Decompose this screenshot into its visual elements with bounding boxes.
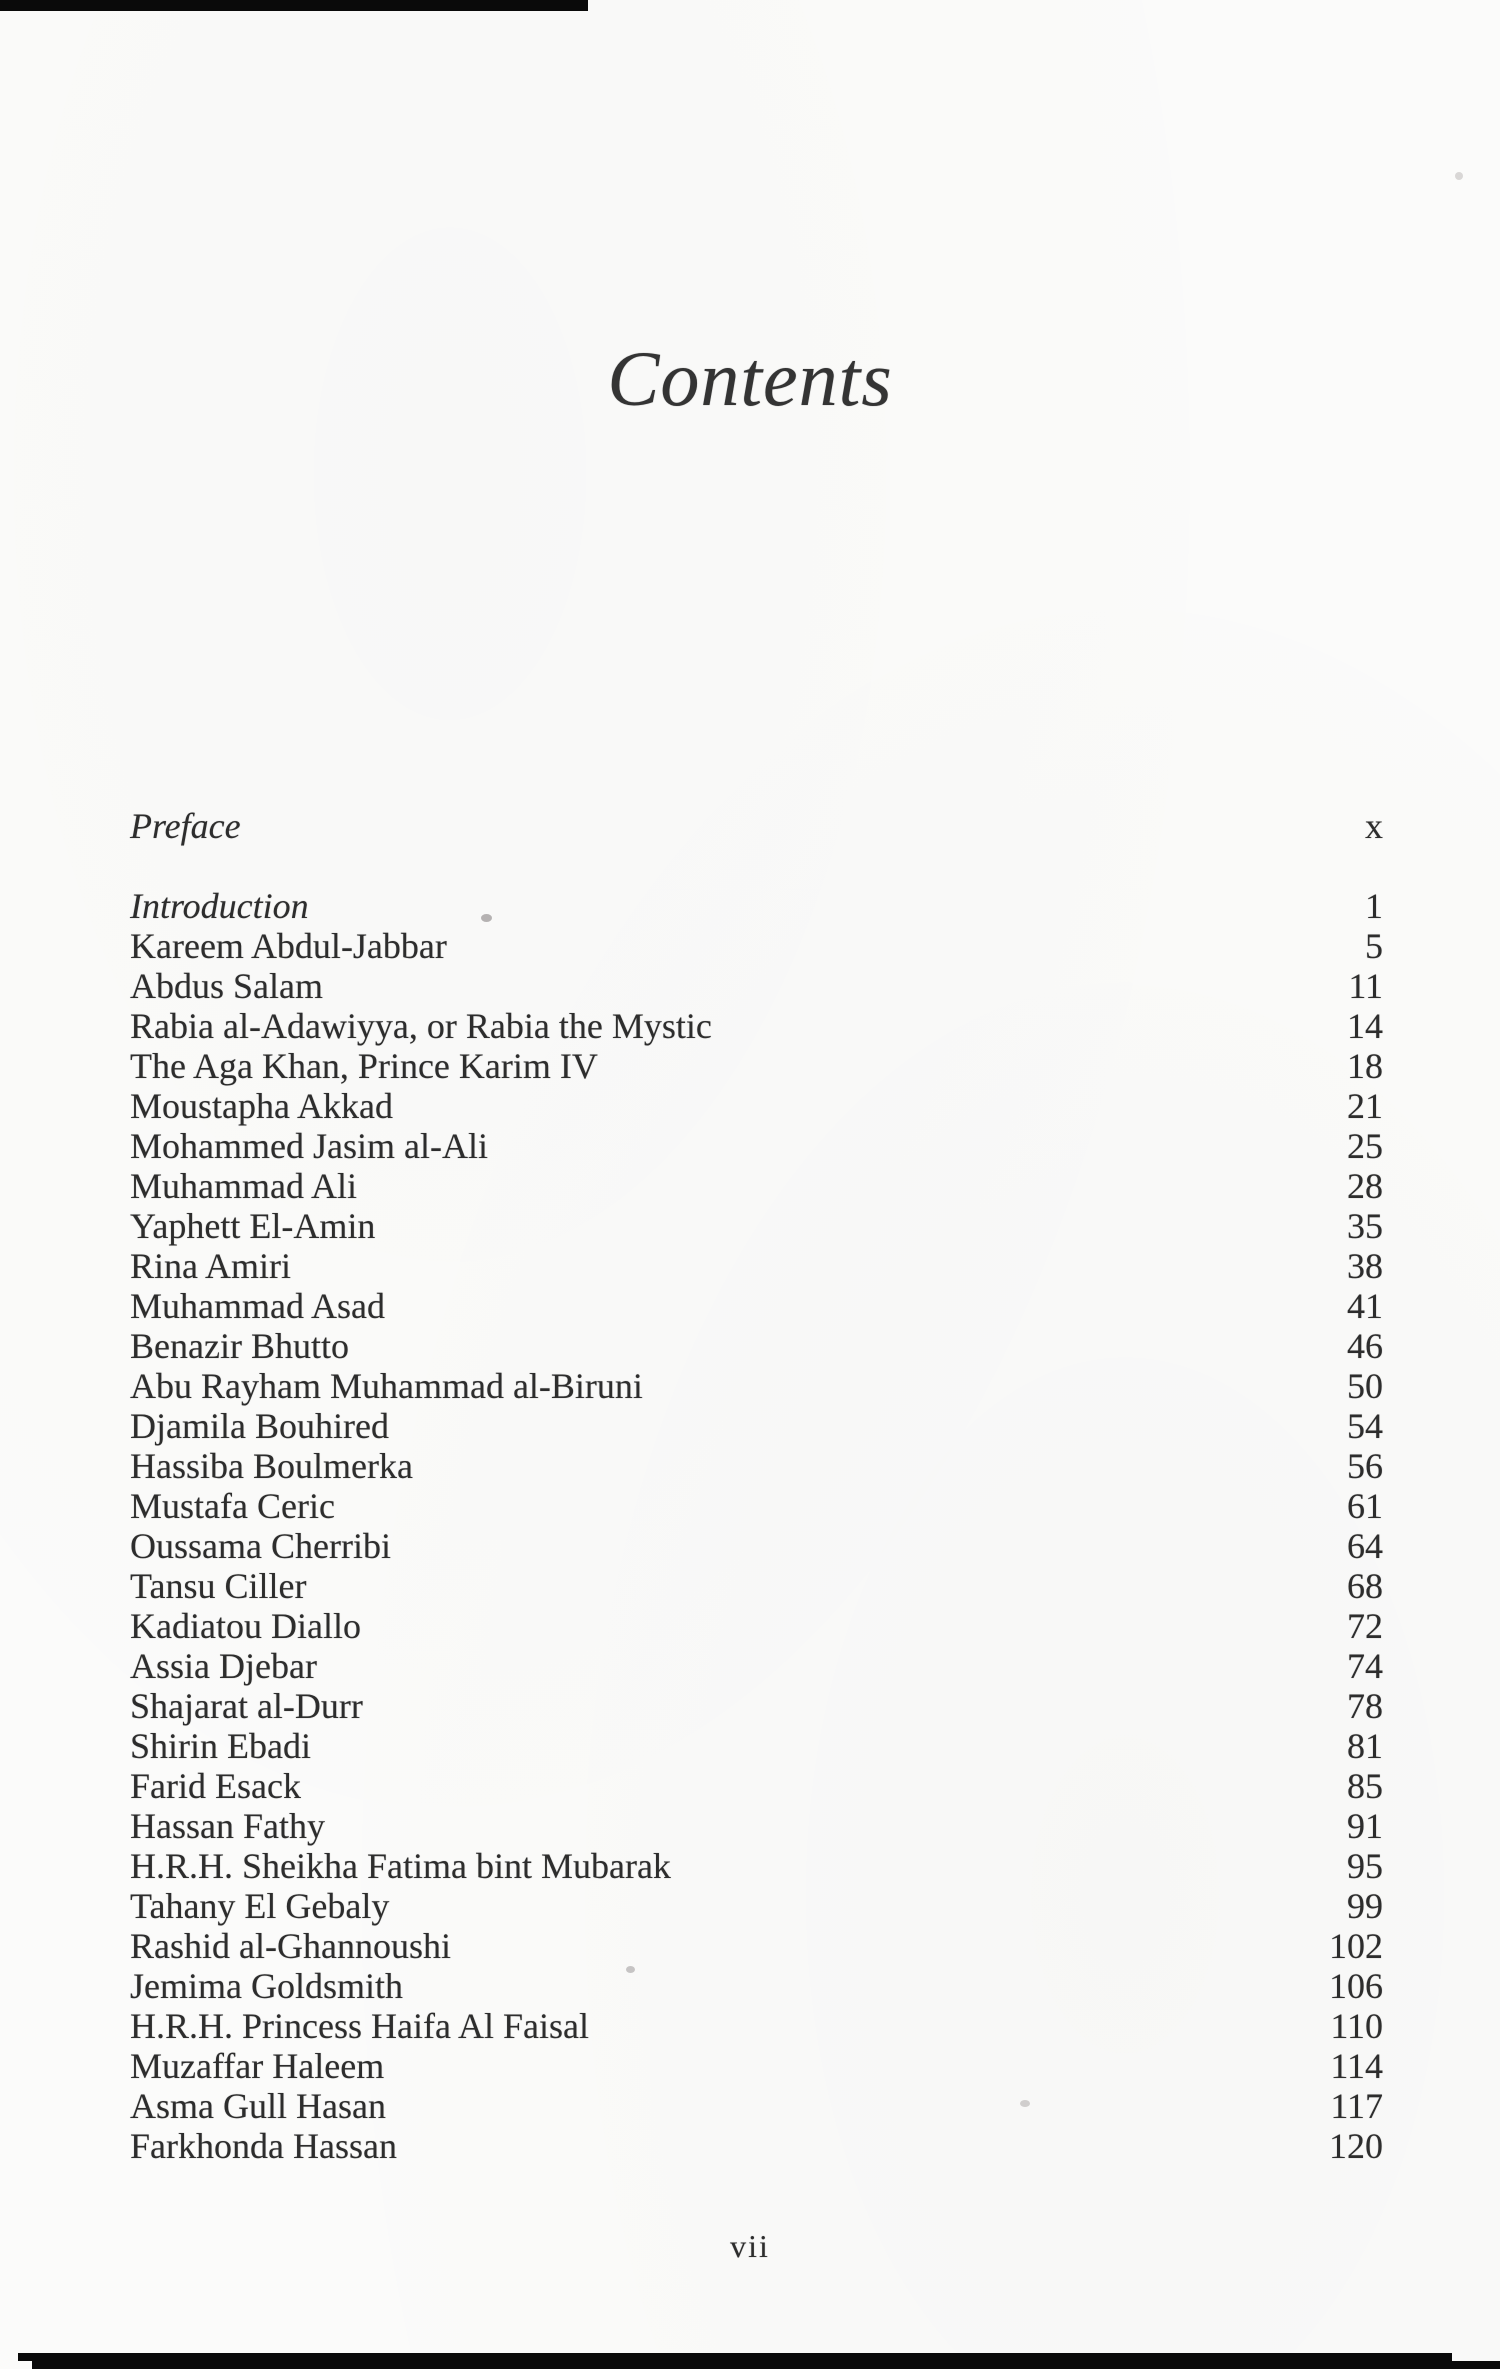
toc-entry-label: Introduction xyxy=(130,886,309,926)
toc-row xyxy=(130,1526,1383,1566)
toc-entry-page: 28 xyxy=(1347,1166,1383,1206)
toc-entry-page: 91 xyxy=(1347,1806,1383,1846)
toc-entry-label: Farkhonda Hassan xyxy=(130,2126,397,2166)
toc-row xyxy=(130,1846,1383,1886)
toc-list xyxy=(130,886,1383,2166)
toc-row xyxy=(130,1206,1383,1246)
toc-entry-page: 1 xyxy=(1365,886,1383,926)
page-title: Contents xyxy=(607,335,893,422)
toc-entry-page: 72 xyxy=(1347,1606,1383,1646)
folio-page-number: vii xyxy=(730,2228,770,2264)
toc-entry-page: 114 xyxy=(1330,2046,1383,2086)
toc-row xyxy=(130,966,1383,1006)
scan-speck xyxy=(1020,2100,1030,2107)
toc-row xyxy=(130,2046,1383,2086)
toc-entry-page: 35 xyxy=(1347,1206,1383,1246)
toc-entry-page: 78 xyxy=(1347,1686,1383,1726)
toc-entry-label: H.R.H. Sheikha Fatima bint Mubarak xyxy=(130,1846,671,1886)
toc-entry-page: 81 xyxy=(1347,1726,1383,1766)
toc-row xyxy=(130,1726,1383,1766)
toc-entry-page: 106 xyxy=(1329,1966,1383,2006)
toc-entry-label: Oussama Cherribi xyxy=(130,1526,391,1566)
toc-entry-page: 117 xyxy=(1330,2086,1383,2126)
toc-entry-page: 50 xyxy=(1347,1366,1383,1406)
toc-row xyxy=(130,1406,1383,1446)
toc-entry-page: 95 xyxy=(1347,1846,1383,1886)
toc-entry-label: Jemima Goldsmith xyxy=(130,1966,403,2006)
toc-entry-page: 56 xyxy=(1347,1446,1383,1486)
toc-entry-label: Preface xyxy=(130,806,241,846)
toc-entry-page: 99 xyxy=(1347,1886,1383,1926)
toc-row xyxy=(130,2006,1383,2046)
toc-row xyxy=(130,1366,1383,1406)
toc-entry-page: 74 xyxy=(1347,1646,1383,1686)
toc-entry-label: Assia Djebar xyxy=(130,1646,317,1686)
toc-row xyxy=(130,1286,1383,1326)
toc-entry-label: Abdus Salam xyxy=(130,966,323,1006)
toc-entry-label: Muhammad Ali xyxy=(130,1166,357,1206)
toc-row xyxy=(130,1086,1383,1126)
toc-row xyxy=(130,1886,1383,1926)
toc-entry-label: Hassiba Boulmerka xyxy=(130,1446,413,1486)
toc-entry-label: Yaphett El-Amin xyxy=(130,1206,376,1246)
toc-entry-label: Abu Rayham Muhammad al-Biruni xyxy=(130,1366,643,1406)
toc-entry-label: Asma Gull Hasan xyxy=(130,2086,386,2126)
toc-entry-label: Tahany El Gebaly xyxy=(130,1886,390,1926)
toc-entry-page: 61 xyxy=(1347,1486,1383,1526)
toc-row xyxy=(130,1806,1383,1846)
scan-artifact-bottom-bar xyxy=(32,2361,1500,2369)
toc-entry-page: 5 xyxy=(1365,926,1383,966)
toc-entry-page: 54 xyxy=(1347,1406,1383,1446)
toc-entry-page: 38 xyxy=(1347,1246,1383,1286)
toc-row xyxy=(130,926,1383,966)
toc-row xyxy=(130,1606,1383,1646)
toc-row xyxy=(130,1646,1383,1686)
scan-speck xyxy=(1455,172,1463,180)
toc-row xyxy=(130,1446,1383,1486)
toc-entry-label: The Aga Khan, Prince Karim IV xyxy=(130,1046,598,1086)
toc-row xyxy=(130,1766,1383,1806)
toc-entry-label: Muzaffar Haleem xyxy=(130,2046,385,2086)
scan-speck xyxy=(481,914,492,922)
toc-row xyxy=(130,2086,1383,2126)
toc-row xyxy=(130,1126,1383,1166)
toc-entry-page: 14 xyxy=(1347,1006,1383,1046)
toc-row xyxy=(130,1326,1383,1366)
toc-entry-page: 41 xyxy=(1347,1286,1383,1326)
toc-entry-page: 11 xyxy=(1348,966,1383,1006)
toc-entry-label: Kareem Abdul-Jabbar xyxy=(130,926,447,966)
toc-row xyxy=(130,2126,1383,2166)
toc-entry-label: Shirin Ebadi xyxy=(130,1726,311,1766)
toc-entry-label: Kadiatou Diallo xyxy=(130,1606,361,1646)
toc-row xyxy=(130,1686,1383,1726)
toc-row xyxy=(130,1566,1383,1606)
toc-entry-label: Rabia al-Adawiyya, or Rabia the Mystic xyxy=(130,1006,712,1046)
toc-row xyxy=(130,1486,1383,1526)
toc-entry-page: 18 xyxy=(1347,1046,1383,1086)
toc-front-matter xyxy=(130,806,1383,846)
toc-entry-page: 120 xyxy=(1329,2126,1383,2166)
toc-entry-label: Muhammad Asad xyxy=(130,1286,385,1326)
toc-entry-page: 110 xyxy=(1330,2006,1383,2046)
toc-row xyxy=(130,1046,1383,1086)
toc-entry-label: Rashid al-Ghannoushi xyxy=(130,1926,451,1966)
scan-artifact-bottom-bar xyxy=(18,2353,1452,2361)
toc-entry-label: Moustapha Akkad xyxy=(130,1086,393,1126)
toc-row xyxy=(130,1246,1383,1286)
toc-row xyxy=(130,1926,1383,1966)
toc-row xyxy=(130,1966,1383,2006)
toc-row xyxy=(130,1166,1383,1206)
toc-entry-label: Mohammed Jasim al-Ali xyxy=(130,1126,488,1166)
toc-entry-label: Mustafa Ceric xyxy=(130,1486,335,1526)
toc-entry-page: 85 xyxy=(1347,1766,1383,1806)
toc-entry-label: Shajarat al-Durr xyxy=(130,1686,363,1726)
toc-row xyxy=(130,1006,1383,1046)
scan-artifact-top-bar xyxy=(0,0,588,11)
toc-entry-page: 64 xyxy=(1347,1526,1383,1566)
toc-row xyxy=(130,886,1383,926)
toc-entry-page: x xyxy=(1365,806,1383,846)
scan-speck xyxy=(626,1966,635,1973)
toc-entry-page: 21 xyxy=(1347,1086,1383,1126)
toc-entry-page: 25 xyxy=(1347,1126,1383,1166)
toc-entry-label: Tansu Ciller xyxy=(130,1566,307,1606)
toc-row xyxy=(130,806,1383,846)
toc-entry-label: Farid Esack xyxy=(130,1766,301,1806)
toc-entry-page: 102 xyxy=(1329,1926,1383,1966)
toc-entry-page: 46 xyxy=(1347,1326,1383,1366)
toc-entry-page: 68 xyxy=(1347,1566,1383,1606)
toc-entry-label: Rina Amiri xyxy=(130,1246,291,1286)
toc-entry-label: Djamila Bouhired xyxy=(130,1406,389,1446)
toc-entry-label: Benazir Bhutto xyxy=(130,1326,349,1366)
toc-entry-label: Hassan Fathy xyxy=(130,1806,325,1846)
toc-entry-label: H.R.H. Princess Haifa Al Faisal xyxy=(130,2006,589,2046)
